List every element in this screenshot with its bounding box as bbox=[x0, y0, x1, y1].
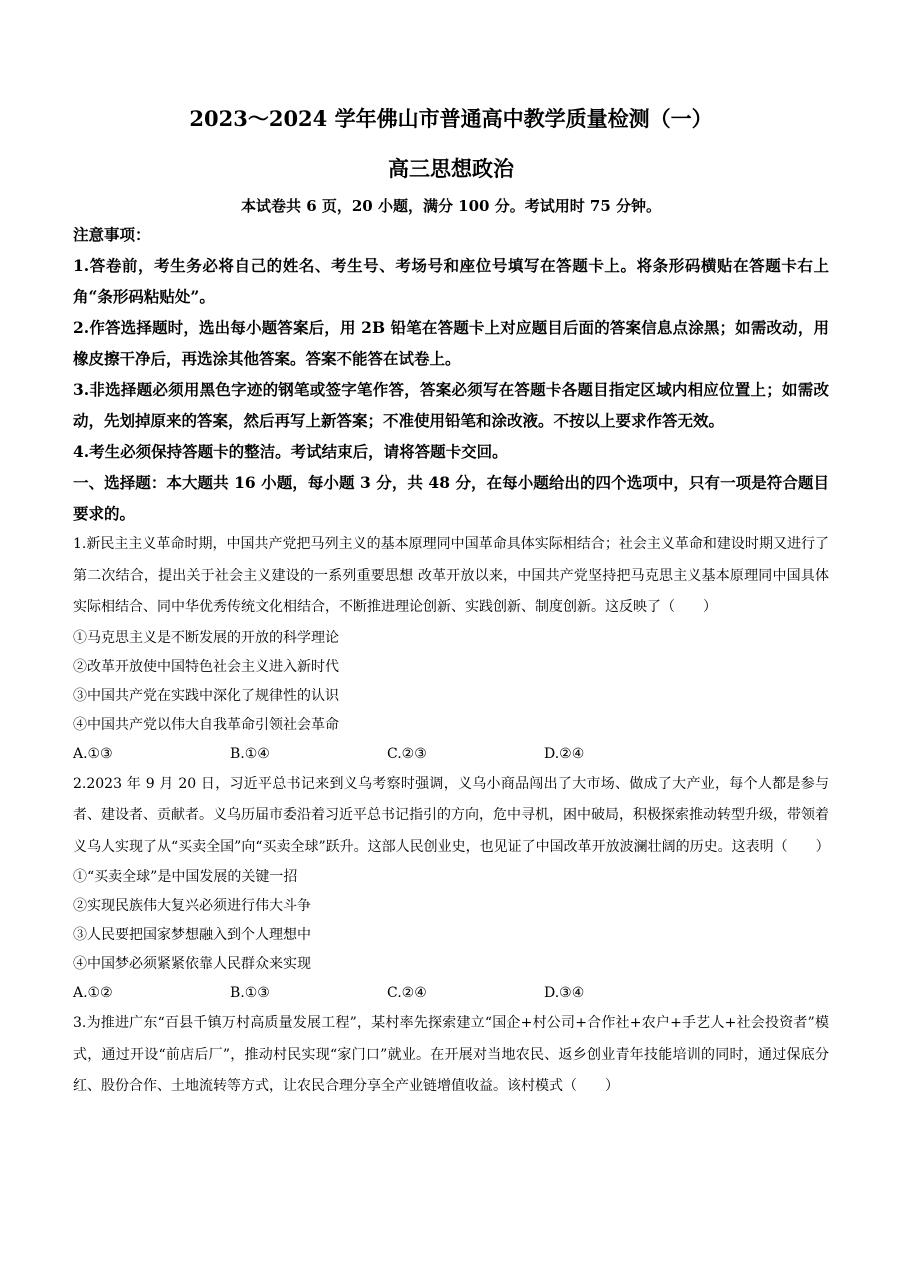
notice-item: 3.非选择题必须用黑色字迹的钢笔或签字笔作答，答案必须写在答题卡各题目指定区域内相应位置上；如需改动，先划掉原来的答案，然后再写上新答案；不准使用铅笔和涂改液。不按以上要求作答无效。 bbox=[73, 380, 829, 430]
choice-c: C.②④ bbox=[387, 985, 427, 1001]
question-option: ②实现民族伟大复兴必须进行伟大斗争 bbox=[73, 898, 311, 914]
choice-b: B.①④ bbox=[230, 745, 270, 762]
exam-subject: 高三思想政治 bbox=[388, 156, 514, 181]
question-option: ③中国共产党在实践中深化了规律性的认识 bbox=[73, 687, 339, 704]
question-3 bbox=[73, 1008, 829, 1103]
answer-choices bbox=[73, 979, 829, 1008]
question-stem: 3.为推进广东“百县千镇万村高质量发展工程”，某村率先探索建立“国企+村公司+合作社+农户+手艺人+社会投资者”模式，通过开设“前店后厂”，推动村民实现“家门口”就业。在开展对当地农民、返乡创业青年技能培训的同时，通过保底分红、股份合作、土地流转等方式，让农民合理分享全产业链增值收益。该村模式（ ） bbox=[73, 1015, 829, 1094]
notice-item: 1.答卷前，考生务必将自己的姓名、考生号、考场号和座位号填写在答题卡上。将条形码横贴在答题卡右上角“条形码粘贴处”。 bbox=[73, 256, 829, 306]
choice-a: A.①② bbox=[73, 985, 113, 1001]
exam-page bbox=[73, 104, 829, 1103]
question-option: ④中国共产党以伟大自我革命引领社会革命 bbox=[73, 716, 339, 733]
question-stem: 1.新民主主义革命时期，中国共产党把马列主义的基本原理同中国革命具体实际相结合；社会主义革命和建设时期又进行了第二次结合，提出关于社会主义建设的一系列重要思想 改革开放以来，中国共产党坚持把马克思主义基本原理同中国具体实际相结合、同中华优秀传统文化相结合，不断推进理论创新、实践创新、制度创新。这反映了（ ） bbox=[73, 536, 829, 615]
notice-section bbox=[73, 219, 829, 467]
notice-item: 2.作答选择题时，选出每小题答案后，用 2B 铅笔在答题卡上对应题目后面的答案信息点涂黑；如需改动，用橡皮擦干净后，再选涂其他答案。答案不能答在试卷上。 bbox=[73, 318, 829, 368]
question-option: ③人民要把国家梦想融入到个人理想中 bbox=[73, 927, 311, 943]
choice-d: D.②④ bbox=[544, 745, 585, 762]
question-option: ①“买卖全球”是中国发展的关键一招 bbox=[73, 869, 298, 885]
question-option: ②改革开放使中国特色社会主义进入新时代 bbox=[73, 658, 339, 675]
exam-info: 本试卷共 6 页，20 小题，满分 100 分。考试用时 75 分钟。 bbox=[240, 197, 662, 215]
choice-a: A.①③ bbox=[73, 745, 113, 762]
choice-c: C.②③ bbox=[387, 745, 427, 762]
answer-choices bbox=[73, 740, 829, 769]
question-option: ④中国梦必须紧紧依靠人民群众来实现 bbox=[73, 956, 311, 972]
question-1 bbox=[73, 529, 829, 769]
notice-heading: 注意事项： bbox=[73, 225, 151, 244]
choice-b: B.①③ bbox=[230, 985, 270, 1001]
exam-title: 2023～2024 学年佛山市普通高中教学质量检测（一） bbox=[189, 106, 713, 131]
question-stem: 2.2023 年 9 月 20 日，习近平总书记来到义乌考察时强调，义乌小商品闯出了大市场、做成了大产业，每个人都是参与者、建设者、贡献者。义乌历届市委沿着习近平总书记指引的方向，危中寻机，困中破局，积极探索推动转型升级，带领着义乌人实现了从“买卖全国”向“买卖全球”跃升。这部人民创业史，也见证了中国改革开放波澜壮阔的历史。这表明（ ） bbox=[73, 775, 830, 855]
notice-item: 4.考生必须保持答题卡的整洁。考试结束后，请将答题卡交回。 bbox=[73, 442, 508, 461]
section-heading: 一、选择题：本大题共 16 小题，每小题 3 分，共 48 分，在每小题给出的四个选项中，只有一项是符合题目要求的。 bbox=[73, 473, 829, 523]
question-option: ①马克思主义是不断发展的开放的科学理论 bbox=[73, 629, 339, 646]
choice-d: D.③④ bbox=[544, 985, 585, 1001]
question-2 bbox=[73, 769, 829, 1009]
